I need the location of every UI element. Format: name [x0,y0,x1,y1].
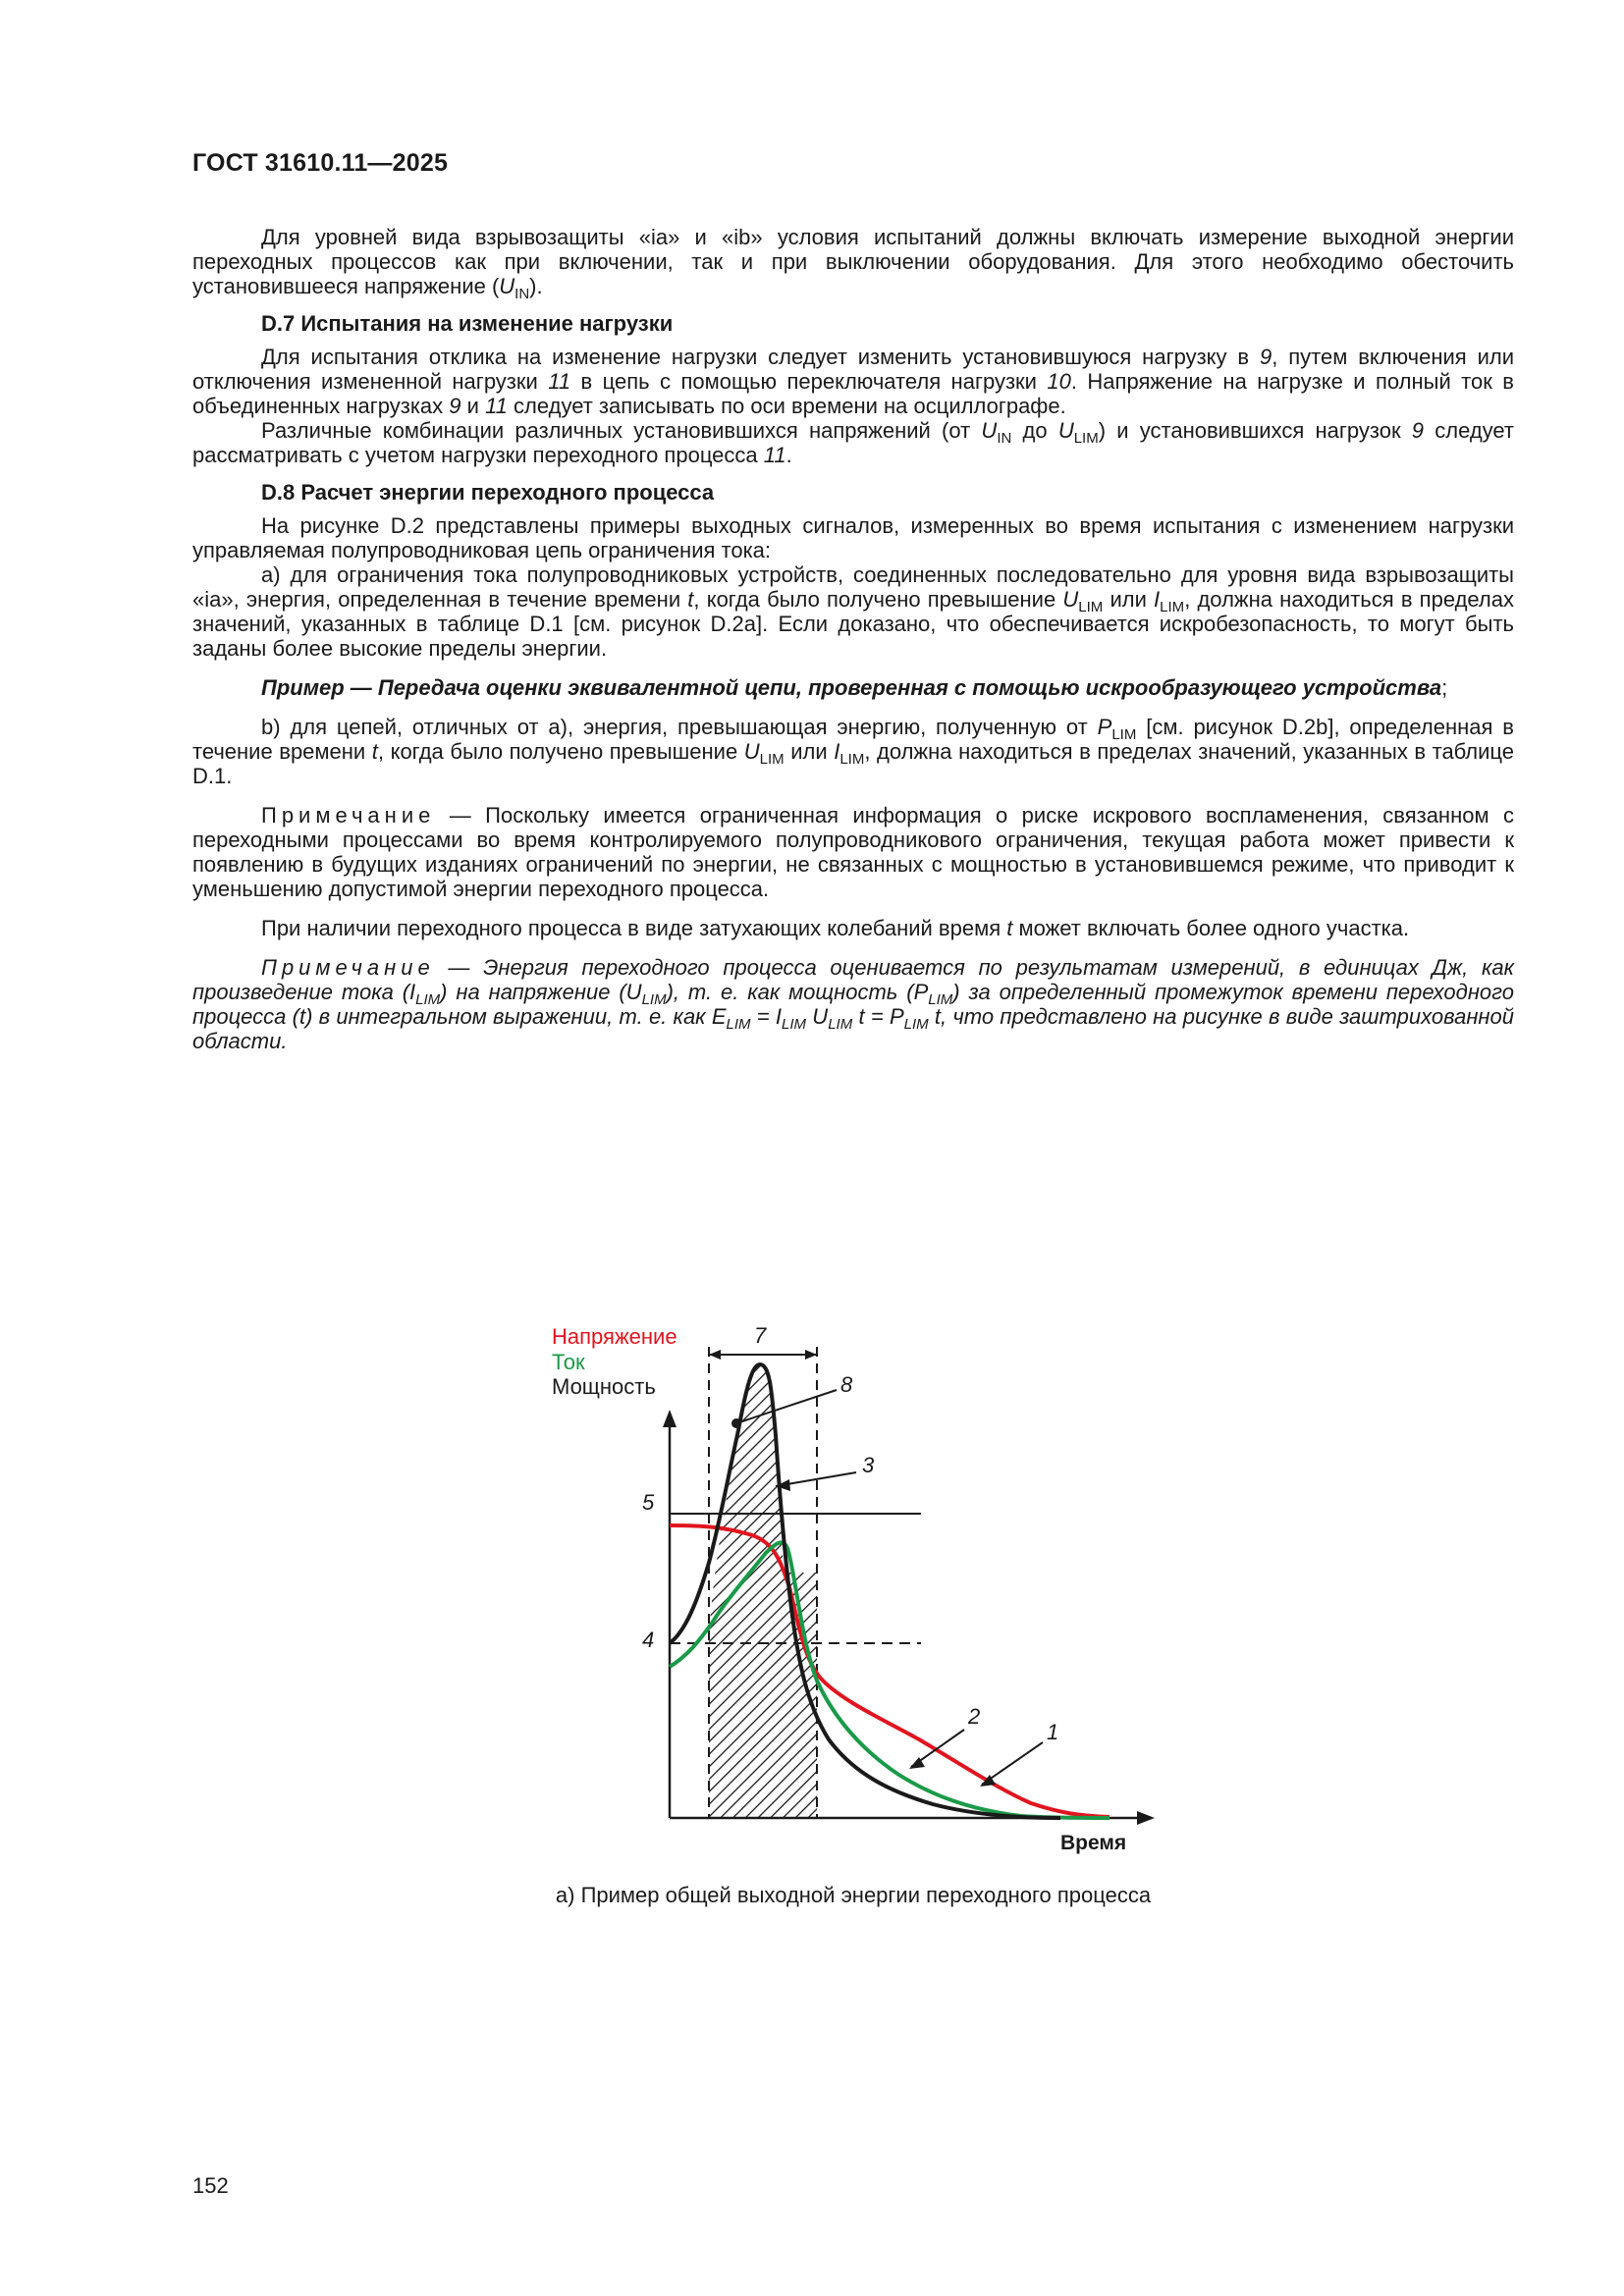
label-7: 7 [754,1323,767,1348]
paragraph-combinations: Различные комбинации различных установившихся напряжений (от $U_{IN}$ до $U_{LIM}$) и установившихся нагрузок 9 следует рассматривать с учетом нагрузки переходного процесса 11. [192,418,1515,467]
section-heading-d7: D.7 Испытания на изменение нагрузки [261,311,674,336]
legend-current: Ток [552,1350,585,1374]
interval-arrow-left [709,1350,721,1360]
paragraph-load-change: Для испытания отклика на изменение нагрузки следует изменить установившуюся нагрузку в 9, путем включения или отключения измененной нагрузки 11 в цепь с помощью переключателя нагрузки 10. Напряжение на нагрузке и полный ток в объединенных нагрузках 9 и 11 следует записывать по оси времени на осциллографе. [192,345,1514,418]
paragraph-oscillation: При наличии переходного процесса в виде затухающих колебаний время t может включать более одного участка. [261,916,1410,940]
legend-voltage: Напряжение [552,1324,677,1349]
paragraph-transient-measurement: Для уровней вида взрывозащиты «ia» и «ib» условия испытаний должны включать измерение выходной энергии переходных процессов как при включении, так и при выключении оборудования. Для этого необходимо обесточить установившееся напряжение $(U_{IN})$. [192,225,1514,302]
transient-energy-diagram [530,1308,1159,1854]
label-1: 1 [1047,1720,1059,1744]
paragraph-item-a: а) для ограничения тока полупроводниковых устройств, соединенных последовательно для уровня вида взрывозащиты «ia», энергия, определенная в течение времени t, когда было получено превышение $U_{LIM}$ или $I_{LIM}$, должна находиться в пределах значений, указанных в таблице D.1 [см. рисунок D.2a]. Если доказано, что обеспечивается искробезопасность, то могут быть заданы более высокие пределы энергии. [192,562,1514,661]
hatched-energy-area [709,1364,817,1818]
page-number: 152 [192,2173,229,2198]
leader-8-dot [731,1418,741,1428]
figure-transient-energy [530,1308,1159,1854]
label-5: 5 [642,1490,655,1515]
x-axis-arrow [1137,1811,1155,1825]
figure-caption: а) Пример общей выходной энергии переходного процесса [555,1883,1152,1907]
label-2: 2 [968,1704,981,1729]
y-axis-arrow [663,1410,677,1427]
label-8: 8 [840,1372,853,1397]
interval-arrow-right [805,1350,817,1360]
label-4: 4 [642,1628,655,1652]
legend-power: Мощность [552,1374,656,1399]
paragraph-example: Пример — Передача оценки эквивалентной цепи, проверенная с помощью искрообразующего устройства; [261,675,1448,700]
section-heading-d8: D.8 Расчет энергии переходного процесса [261,480,715,505]
x-axis-label: Время [1060,1832,1127,1854]
document-header: ГОСТ 31610.11—2025 [192,149,449,177]
note-2: Примечание — Энергия переходного процесса оценивается по результатам измерений, в единицах Дж, как произведение тока $(I_{LIM})$ на напряжение $(U_{LIM})$, т. е. как мощность $(P_{LIM})$ за определенный промежуток времени переходного процесса (t) в интегральном выражении, т. е. как $E_{LIM} = I_{LIM}$ $U_{LIM}$ $t = P_{LIM}$ t, что представлено на рисунке в виде заштрихованной области. [192,955,1515,1053]
document-body [192,225,1514,1053]
paragraph-item-b: b) для цепей, отличных от а), энергия, превышающая энергию, полученную от $P_{LIM}$ [см. рисунок D.2b], определенная в течение времени t, когда было получено превышение $U_{LIM}$ или $I_{LIM}$, должна находиться в пределах значений, указанных в таблице D.1. [192,715,1515,788]
note-1: Примечание — Поскольку имеется ограниченная информация о риске искрового воспламенения, связанном с переходными процессами во время контролируемого полупроводникового ограничения, текущая работа может привести к появлению в будущих изданиях ограничений по энергии, не связанных с мощностью в установившемся режиме, что приводит к уменьшению допустимой энергии переходного процесса. [192,803,1514,901]
paragraph-figure-d2-intro: На рисунке D.2 представлены примеры выходных сигналов, измеренных во время испытания с изменением нагрузки управляемая полупроводниковая цепь ограничения тока: [192,513,1514,562]
label-3: 3 [862,1453,875,1477]
